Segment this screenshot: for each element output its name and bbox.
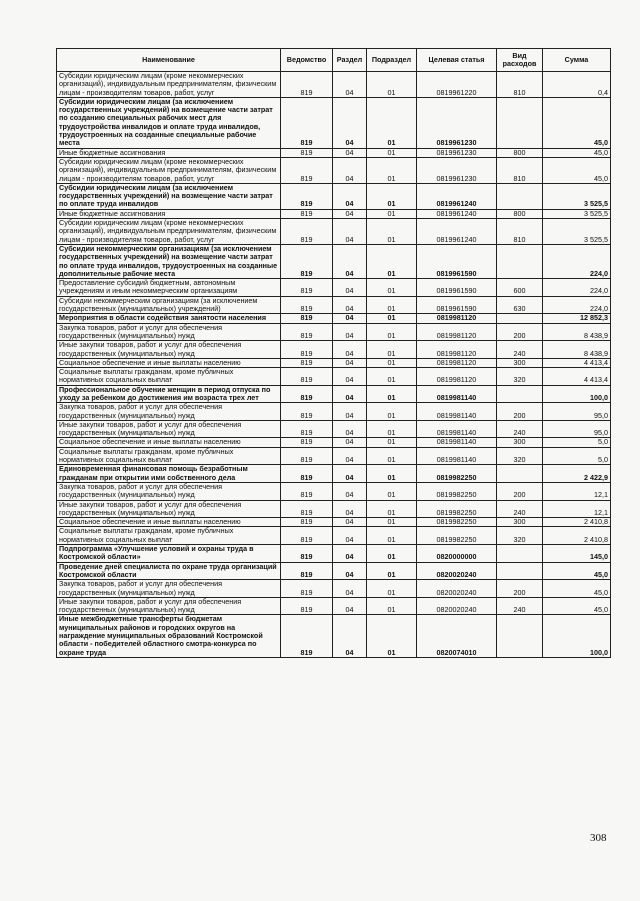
cell-dept: 819 [281,323,333,341]
table-row [57,244,611,278]
cell-dept: 819 [281,420,333,438]
cell-dept: 819 [281,527,333,545]
cell-dept: 819 [281,385,333,403]
cell-section: 04 [333,545,367,563]
table-row [57,323,611,341]
cell-target-article: 0819961230 [417,157,497,183]
cell-expense-type [497,562,543,580]
cell-dept: 819 [281,518,333,527]
cell-target-article: 0819981120 [417,323,497,341]
table-row [57,279,611,297]
cell-expense-type: 800 [497,209,543,218]
cell-expense-type [497,183,543,209]
table-row [57,341,611,359]
cell-dept: 819 [281,97,333,148]
cell-sum: 145,0 [543,545,611,563]
cell-subsection: 01 [367,368,417,386]
cell-sum: 12,1 [543,500,611,518]
cell-target-article: 0819982250 [417,518,497,527]
cell-section: 04 [333,465,367,483]
cell-section: 04 [333,527,367,545]
cell-dept: 819 [281,403,333,421]
table-row [57,385,611,403]
cell-expense-type: 300 [497,518,543,527]
cell-sum: 224,0 [543,296,611,314]
cell-section: 04 [333,279,367,297]
cell-expense-type: 600 [497,279,543,297]
cell-name: Профессиональное обучение женщин в период отпуска по уходу за ребенком до достижения им возраста трех лет [57,385,281,403]
cell-sum: 224,0 [543,244,611,278]
cell-name: Социальные выплаты гражданам, кроме публичных нормативных социальных выплат [57,527,281,545]
cell-name: Субсидии юридическим лицам (за исключением государственных учреждений) на возмещение части затрат по оплате труда инвалидов [57,183,281,209]
cell-subsection: 01 [367,296,417,314]
cell-expense-type: 300 [497,438,543,447]
table-row [57,545,611,563]
cell-name: Субсидии некоммерческим организациям (за исключением государственных (муниципальных) учреждений) [57,296,281,314]
header-expense-type: Вид расходов [497,49,543,72]
cell-expense-type: 320 [497,527,543,545]
cell-target-article: 0819961590 [417,296,497,314]
cell-section: 04 [333,183,367,209]
cell-target-article: 0820020240 [417,562,497,580]
cell-expense-type: 300 [497,358,543,367]
cell-subsection: 01 [367,465,417,483]
cell-section: 04 [333,323,367,341]
cell-dept: 819 [281,500,333,518]
cell-target-article: 0819961240 [417,209,497,218]
cell-name: Закупка товаров, работ и услуг для обеспечения государственных (муниципальных) нужд [57,580,281,598]
cell-expense-type: 810 [497,157,543,183]
cell-expense-type: 200 [497,323,543,341]
cell-sum: 2 410,8 [543,527,611,545]
cell-dept: 819 [281,148,333,157]
cell-expense-type: 240 [497,597,543,615]
cell-sum: 45,0 [543,597,611,615]
cell-target-article: 0819961240 [417,183,497,209]
cell-section: 04 [333,403,367,421]
cell-expense-type: 320 [497,447,543,465]
cell-name: Иные закупки товаров, работ и услуг для обеспечения государственных (муниципальных) нужд [57,420,281,438]
cell-name: Иные закупки товаров, работ и услуг для обеспечения государственных (муниципальных) нужд [57,341,281,359]
cell-sum: 45,0 [543,562,611,580]
cell-expense-type: 200 [497,580,543,598]
cell-name: Иные бюджетные ассигнования [57,209,281,218]
table-row [57,562,611,580]
table-row [57,580,611,598]
cell-section: 04 [333,72,367,98]
table-row [57,209,611,218]
cell-target-article: 0819961230 [417,97,497,148]
table-row [57,597,611,615]
cell-expense-type [497,465,543,483]
cell-name: Субсидии юридическим лицам (за исключением государственных учреждений) на возмещение части затрат по созданию специальных рабочих мест для трудоустройства инвалидов и оплате труда инвалидов, трудоустроенных на созданные специальные рабочие места [57,97,281,148]
cell-dept: 819 [281,341,333,359]
table-row [57,615,611,657]
cell-name: Иные закупки товаров, работ и услуг для обеспечения государственных (муниципальных) нужд [57,597,281,615]
cell-subsection: 01 [367,219,417,245]
cell-sum: 8 438,9 [543,323,611,341]
cell-name: Субсидии юридическим лицам (кроме некоммерческих организаций), индивидуальным предпринимателям, физическим лицам - производителям товаров, работ, услуг [57,157,281,183]
table-row [57,148,611,157]
cell-subsection: 01 [367,323,417,341]
header-sum: Сумма [543,49,611,72]
cell-name: Социальные выплаты гражданам, кроме публичных нормативных социальных выплат [57,368,281,386]
cell-dept: 819 [281,615,333,657]
cell-subsection: 01 [367,209,417,218]
cell-section: 04 [333,385,367,403]
cell-expense-type: 800 [497,148,543,157]
table-body [57,72,611,658]
cell-expense-type: 200 [497,482,543,500]
cell-subsection: 01 [367,527,417,545]
cell-name: Закупка товаров, работ и услуг для обеспечения государственных (муниципальных) нужд [57,482,281,500]
table-row [57,368,611,386]
table-row [57,358,611,367]
cell-dept: 819 [281,597,333,615]
table-header-row [57,49,611,72]
cell-subsection: 01 [367,244,417,278]
cell-subsection: 01 [367,314,417,323]
cell-section: 04 [333,562,367,580]
cell-expense-type: 320 [497,368,543,386]
cell-target-article: 0819981140 [417,438,497,447]
table-row [57,447,611,465]
cell-subsection: 01 [367,482,417,500]
cell-target-article: 0819961220 [417,72,497,98]
cell-expense-type: 240 [497,420,543,438]
cell-target-article: 0819981120 [417,341,497,359]
cell-target-article: 0819961590 [417,279,497,297]
cell-subsection: 01 [367,358,417,367]
cell-subsection: 01 [367,341,417,359]
cell-sum: 45,0 [543,148,611,157]
cell-dept: 819 [281,219,333,245]
header-section: Раздел [333,49,367,72]
cell-dept: 819 [281,157,333,183]
cell-target-article: 0820020240 [417,597,497,615]
cell-target-article: 0819981140 [417,403,497,421]
cell-subsection: 01 [367,183,417,209]
header-subsection: Подраздел [367,49,417,72]
cell-dept: 819 [281,545,333,563]
cell-section: 04 [333,314,367,323]
table-row [57,527,611,545]
cell-expense-type [497,615,543,657]
cell-target-article: 0819961240 [417,219,497,245]
cell-expense-type: 200 [497,403,543,421]
cell-name: Социальное обеспечение и иные выплаты населению [57,358,281,367]
cell-sum: 5,0 [543,438,611,447]
cell-sum: 45,0 [543,157,611,183]
cell-sum: 95,0 [543,420,611,438]
cell-dept: 819 [281,183,333,209]
cell-subsection: 01 [367,447,417,465]
cell-target-article: 0819981140 [417,447,497,465]
cell-section: 04 [333,518,367,527]
cell-section: 04 [333,244,367,278]
cell-dept: 819 [281,465,333,483]
table-row [57,157,611,183]
cell-sum: 4 413,4 [543,368,611,386]
cell-dept: 819 [281,314,333,323]
cell-target-article: 0819961590 [417,244,497,278]
header-target-article: Целевая статья [417,49,497,72]
cell-dept: 819 [281,279,333,297]
cell-name: Проведение дней специалиста по охране труда организаций Костромской области [57,562,281,580]
header-dept: Ведомство [281,49,333,72]
table-row [57,465,611,483]
cell-sum: 45,0 [543,97,611,148]
cell-target-article: 0819982250 [417,500,497,518]
cell-expense-type [497,385,543,403]
cell-sum: 2 422,9 [543,465,611,483]
cell-sum: 0,4 [543,72,611,98]
cell-subsection: 01 [367,500,417,518]
cell-target-article: 0819981120 [417,314,497,323]
cell-section: 04 [333,368,367,386]
cell-target-article: 0819982250 [417,527,497,545]
cell-dept: 819 [281,562,333,580]
cell-expense-type [497,97,543,148]
cell-section: 04 [333,615,367,657]
cell-target-article: 0819982250 [417,482,497,500]
cell-section: 04 [333,97,367,148]
cell-target-article: 0819981120 [417,368,497,386]
cell-name: Социальные выплаты гражданам, кроме публичных нормативных социальных выплат [57,447,281,465]
cell-section: 04 [333,157,367,183]
cell-sum: 100,0 [543,385,611,403]
cell-subsection: 01 [367,72,417,98]
cell-section: 04 [333,296,367,314]
budget-table [56,48,611,658]
cell-sum: 3 525,5 [543,209,611,218]
cell-dept: 819 [281,358,333,367]
table-row [57,518,611,527]
cell-name: Субсидии юридическим лицам (кроме некоммерческих организаций), индивидуальным предпринимателям, физическим лицам - производителям товаров, работ, услуг [57,219,281,245]
table-row [57,420,611,438]
cell-sum: 8 438,9 [543,341,611,359]
cell-name: Подпрограмма «Улучшение условий и охраны труда в Костромской области» [57,545,281,563]
cell-dept: 819 [281,368,333,386]
cell-name: Субсидии некоммерческим организациям (за исключением государственных учреждений) на возмещение части затрат по оплате труда инвалидов, трудоустроенных на созданные дополнительные рабочие места [57,244,281,278]
cell-target-article: 0819981120 [417,358,497,367]
cell-sum: 2 410,8 [543,518,611,527]
cell-sum: 3 525,5 [543,219,611,245]
cell-expense-type: 810 [497,219,543,245]
cell-section: 04 [333,438,367,447]
cell-name: Субсидии юридическим лицам (кроме некоммерческих организаций), индивидуальным предпринимателям, физическим лицам - производителям товаров, работ, услуг [57,72,281,98]
cell-sum: 100,0 [543,615,611,657]
cell-name: Предоставление субсидий бюджетным, автономным учреждениям и иным некоммерческим организациям [57,279,281,297]
header-name: Наименование [57,49,281,72]
cell-section: 04 [333,341,367,359]
cell-name: Мероприятия в области содействия занятости населения [57,314,281,323]
cell-dept: 819 [281,209,333,218]
cell-section: 04 [333,420,367,438]
cell-subsection: 01 [367,97,417,148]
cell-dept: 819 [281,296,333,314]
cell-expense-type: 630 [497,296,543,314]
cell-target-article: 0820074010 [417,615,497,657]
cell-expense-type [497,314,543,323]
cell-expense-type [497,545,543,563]
table-row [57,438,611,447]
cell-sum: 12,1 [543,482,611,500]
cell-subsection: 01 [367,615,417,657]
table-row [57,403,611,421]
cell-subsection: 01 [367,597,417,615]
cell-subsection: 01 [367,148,417,157]
cell-target-article: 0819982250 [417,465,497,483]
cell-dept: 819 [281,482,333,500]
cell-section: 04 [333,447,367,465]
cell-subsection: 01 [367,518,417,527]
cell-subsection: 01 [367,420,417,438]
cell-name: Иные бюджетные ассигнования [57,148,281,157]
cell-section: 04 [333,580,367,598]
table-row [57,314,611,323]
page-number: 308 [590,832,607,844]
cell-target-article: 0819981140 [417,420,497,438]
cell-expense-type [497,244,543,278]
cell-subsection: 01 [367,279,417,297]
cell-dept: 819 [281,244,333,278]
cell-dept: 819 [281,438,333,447]
cell-name: Закупка товаров, работ и услуг для обеспечения государственных (муниципальных) нужд [57,323,281,341]
table-row [57,97,611,148]
cell-subsection: 01 [367,562,417,580]
cell-name: Закупка товаров, работ и услуг для обеспечения государственных (муниципальных) нужд [57,403,281,421]
cell-expense-type: 240 [497,500,543,518]
cell-subsection: 01 [367,403,417,421]
cell-subsection: 01 [367,438,417,447]
cell-section: 04 [333,597,367,615]
table-row [57,482,611,500]
cell-target-article: 0820020240 [417,580,497,598]
cell-sum: 5,0 [543,447,611,465]
cell-name: Социальное обеспечение и иные выплаты населению [57,438,281,447]
cell-sum: 224,0 [543,279,611,297]
cell-expense-type: 240 [497,341,543,359]
cell-section: 04 [333,148,367,157]
cell-subsection: 01 [367,545,417,563]
cell-section: 04 [333,482,367,500]
cell-dept: 819 [281,447,333,465]
cell-target-article: 0819961230 [417,148,497,157]
cell-subsection: 01 [367,385,417,403]
table-row [57,500,611,518]
cell-dept: 819 [281,580,333,598]
cell-section: 04 [333,358,367,367]
cell-sum: 95,0 [543,403,611,421]
cell-name: Иные закупки товаров, работ и услуг для обеспечения государственных (муниципальных) нужд [57,500,281,518]
table-row [57,219,611,245]
cell-sum: 3 525,5 [543,183,611,209]
cell-subsection: 01 [367,580,417,598]
cell-target-article: 0819981140 [417,385,497,403]
cell-sum: 12 852,3 [543,314,611,323]
cell-dept: 819 [281,72,333,98]
cell-sum: 4 413,4 [543,358,611,367]
cell-name: Социальное обеспечение и иные выплаты населению [57,518,281,527]
cell-section: 04 [333,209,367,218]
cell-sum: 45,0 [543,580,611,598]
cell-section: 04 [333,219,367,245]
cell-expense-type: 810 [497,72,543,98]
cell-name: Иные межбюджетные трансферты бюджетам муниципальных районов и городских округов на награждение муниципальных образований Костромской области - победителей областного смотра-конкурса по охране труда [57,615,281,657]
cell-section: 04 [333,500,367,518]
cell-target-article: 0820000000 [417,545,497,563]
cell-name: Единовременная финансовая помощь безработным гражданам при открытии ими собственного дела [57,465,281,483]
table-row [57,72,611,98]
table-row [57,183,611,209]
table-row [57,296,611,314]
cell-subsection: 01 [367,157,417,183]
